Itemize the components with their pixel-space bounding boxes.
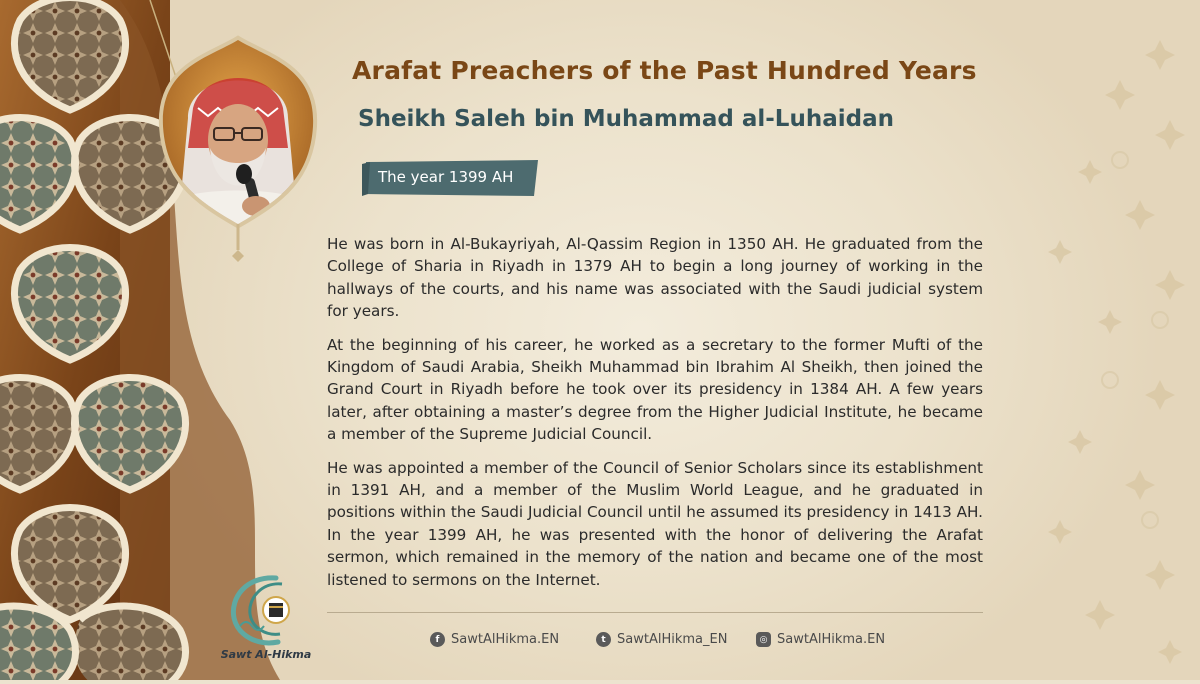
sheikh-name-subtitle: Sheikh Saleh bin Muhammad al-Luhaidan: [358, 106, 894, 132]
instagram-handle: SawtAlHikma.EN: [777, 632, 886, 647]
year-badge: [362, 158, 542, 198]
year-badge-text: The year 1399 AH: [378, 168, 514, 186]
twitter-icon: t: [596, 632, 611, 647]
facebook-link[interactable]: [430, 632, 559, 647]
twitter-link[interactable]: [596, 632, 727, 647]
instagram-icon: ◎: [756, 632, 771, 647]
logo-label: Sawt Al-Hikma: [220, 648, 312, 661]
instagram-link[interactable]: [756, 632, 885, 647]
paragraph-1: He was born in Al-Bukayriyah, Al-Qassim Region in 1350 AH. He graduated from the College of Sharia in Riyadh in 1379 AH to begin a long journey of working in the hallways of the courts, and his name was associated with the Saudi judicial system for years.: [327, 235, 983, 321]
paragraph-3: He was appointed a member of the Council of Senior Scholars since its establishment in 1391 AH, and a member of the Muslim World League, and he graduated in positions within the Saudi Judicial Council until he assumed its presidency in 1413 AH. In the year 1399 AH, he was presented with the honor of delivering the Arafat sermon, which remained in the memory of the nation and became one of the most listened to sermons on the Internet.: [327, 458, 983, 589]
right-ornament: [1000, 0, 1200, 680]
biography-text: [327, 233, 983, 602]
page-title: Arafat Preachers of the Past Hundred Years: [352, 56, 977, 85]
facebook-icon: f: [430, 632, 445, 647]
paragraph-2: At the beginning of his career, he worked as a secretary to the former Mufti of the Kingdom of Saudi Arabia, Sheikh Muhammad bin Ibrahim Al Sheikh, then joined the Grand Court in Riyadh before he took over its presidency in 1384 AH. A few years later, after obtaining a master’s degree from the Higher Judicial Institute, he became a member of the Supreme Judicial Council.: [327, 335, 983, 444]
sheikh-portrait: [148, 28, 328, 268]
footer-divider: [327, 612, 983, 613]
twitter-handle: SawtAlHikma_EN: [617, 632, 728, 647]
facebook-handle: SawtAlHikma.EN: [451, 632, 560, 647]
